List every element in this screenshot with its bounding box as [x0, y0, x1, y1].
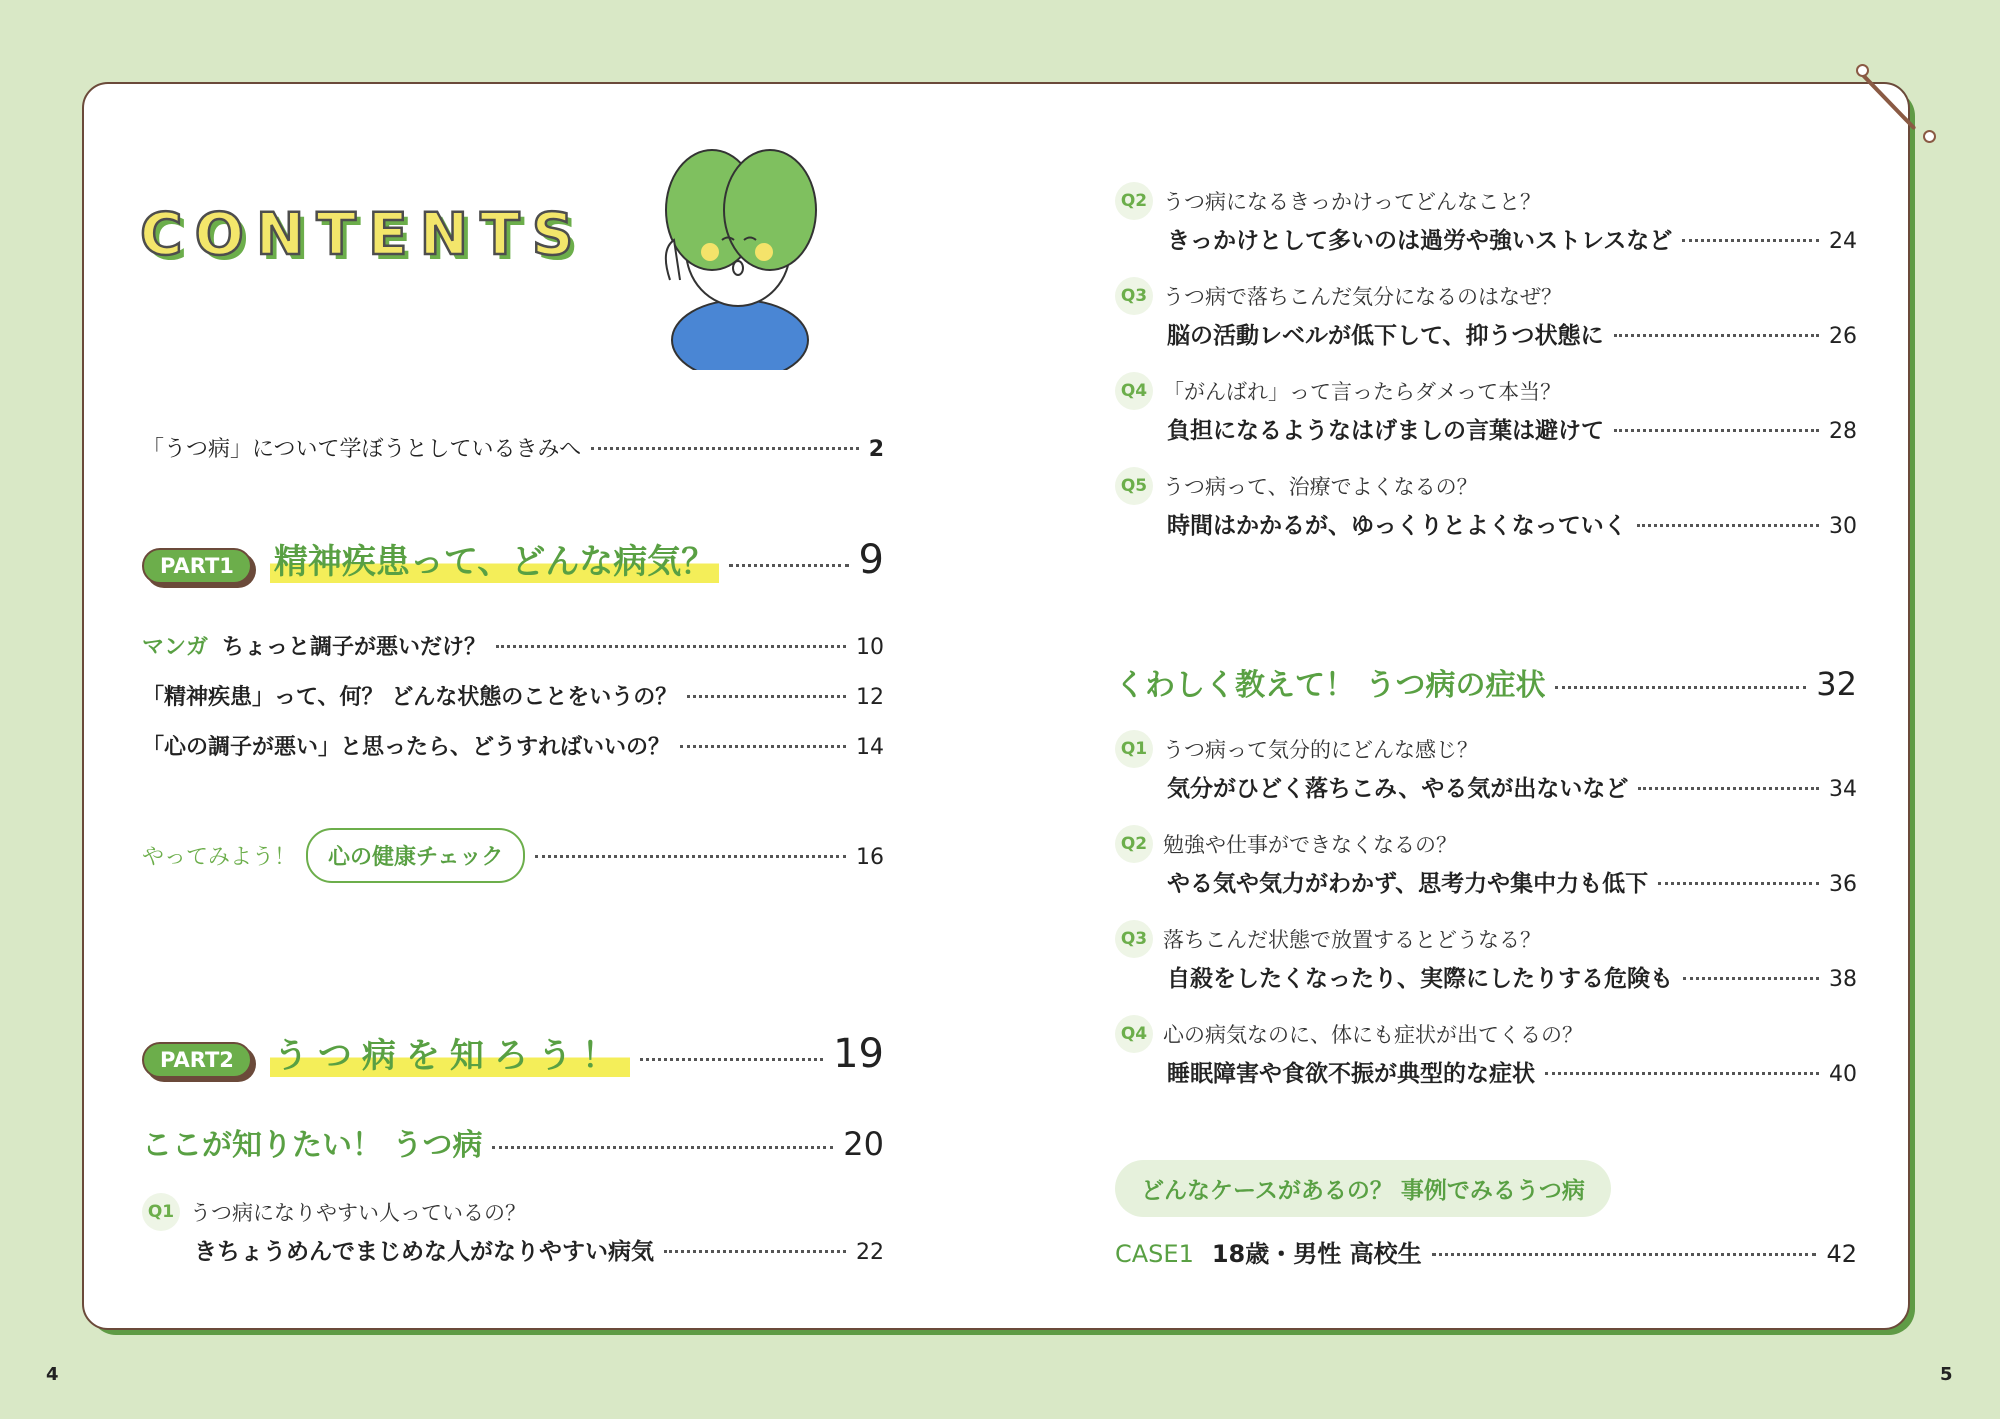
leader-dots: [1638, 787, 1819, 790]
part2-row[interactable]: [142, 1028, 884, 1078]
q-main: 脳の活動レベルが低下して、抑うつ状態に: [1167, 323, 1604, 349]
try-prefix: やってみよう！: [142, 845, 297, 870]
q-page: 24: [1829, 229, 1857, 254]
try-page: 16: [856, 845, 884, 870]
q-sub: 勉強や仕事ができなくなるの？: [1163, 833, 1457, 857]
q-page: 22: [856, 1240, 884, 1265]
q-page: 30: [1829, 514, 1857, 539]
leader-dots: [687, 695, 846, 698]
q-sub: 心の病気なのに、体にも症状が出てくるの？: [1163, 1023, 1583, 1047]
q-main: 気分がひどく落ちこみ、やる気が出ないなど: [1167, 776, 1629, 802]
part1-page: 9: [858, 537, 884, 583]
leader-dots: [1658, 882, 1819, 885]
part1-item-2-label: 「精神疾患」って、何？ どんな状態のことをいうの？: [142, 685, 678, 710]
q-page: 38: [1829, 967, 1857, 992]
case1-label: CASE1: [1115, 1240, 1194, 1268]
q-page: 26: [1829, 324, 1857, 349]
manga-prefix: マンガ: [142, 635, 209, 660]
q-main: きっかけとして多いのは過労や強いストレスなど: [1167, 228, 1673, 254]
leader-dots: [729, 564, 848, 567]
part1-item-3-label: 「心の調子が悪い」と思ったら、どうすればいいの？: [142, 735, 671, 760]
leader-dots: [1614, 334, 1819, 337]
leader-dots: [1545, 1072, 1819, 1075]
part2-page: 19: [833, 1031, 884, 1077]
part1-row[interactable]: [142, 534, 884, 584]
corner-pin-top: [1856, 64, 1869, 77]
right-q3[interactable]: [1115, 277, 1857, 350]
q-page: 40: [1829, 1062, 1857, 1087]
leader-dots: [680, 745, 846, 748]
right-q2[interactable]: [1115, 182, 1857, 255]
q-sub: うつ病になるきっかけってどんなこと？: [1163, 190, 1541, 214]
section2-page: 32: [1816, 665, 1857, 703]
leader-dots: [535, 855, 846, 858]
part1-try-row[interactable]: [142, 828, 884, 883]
q-page: 34: [1829, 777, 1857, 802]
leader-dots: [640, 1058, 823, 1061]
q-sub: 落ちこんだ状態で放置するとどうなる？: [1163, 928, 1541, 952]
q-sub: うつ病って、治療でよくなるの？: [1163, 475, 1478, 499]
leader-dots: [1555, 686, 1806, 689]
corner-pin-bottom: [1923, 130, 1936, 143]
part1-badge: PART1: [142, 548, 252, 584]
right-q4[interactable]: [1115, 372, 1857, 445]
q-badge: Q2: [1115, 182, 1153, 220]
q-sub: うつ病って気分的にどんな感じ？: [1163, 738, 1478, 762]
section2-q4[interactable]: [1115, 1015, 1857, 1088]
q-main: 負担になるようなはげましの言葉は避けて: [1167, 418, 1604, 444]
part1-item-manga[interactable]: [142, 630, 884, 661]
cases-pill[interactable]: どんなケースがあるの？ 事例でみるうつ病: [1115, 1160, 1611, 1217]
right-q5[interactable]: [1115, 467, 1857, 540]
leader-dots: [1682, 239, 1819, 242]
leader-dots: [1683, 977, 1819, 980]
page-number-left: 4: [46, 1364, 59, 1385]
q-sub: 「がんばれ」って言ったらダメって本当？: [1163, 380, 1562, 404]
part2-q1[interactable]: [142, 1193, 884, 1266]
section2-row[interactable]: [1115, 660, 1857, 704]
section1-row[interactable]: [142, 1120, 884, 1164]
q-badge: Q3: [1115, 920, 1153, 958]
leader-dots: [492, 1146, 833, 1149]
q-main: きちょうめんでまじめな人がなりやすい病気: [194, 1239, 654, 1265]
case1-text: 18歳・男性 高校生: [1211, 1240, 1422, 1268]
manga-page: 10: [856, 635, 884, 660]
q-badge: Q3: [1115, 277, 1153, 315]
section2-title: くわしく教えて！ うつ病の症状: [1115, 668, 1546, 703]
character-illustration: [640, 130, 820, 370]
part1-item-2-page: 12: [856, 685, 884, 710]
leader-dots: [664, 1250, 846, 1253]
leader-dots: [1614, 429, 1819, 432]
leader-dots: [591, 447, 859, 450]
q-badge: Q5: [1115, 467, 1153, 505]
page-number-right: 5: [1940, 1364, 1953, 1385]
case1-row[interactable]: [1115, 1234, 1857, 1269]
contents-title: CONTENTS: [140, 200, 586, 268]
q-badge: Q4: [1115, 1015, 1153, 1053]
part2-title: うつ病を知ろう！: [270, 1028, 630, 1077]
q-page: 36: [1829, 872, 1857, 897]
q-badge: Q1: [142, 1193, 180, 1231]
toc-intro-page: 2: [868, 437, 884, 462]
section2-q2[interactable]: [1115, 825, 1857, 898]
q-badge: Q2: [1115, 825, 1153, 863]
part1-item-3-page: 14: [856, 735, 884, 760]
q-main: 時間はかかるが、ゆっくりとよくなっていく: [1167, 513, 1627, 539]
section1-title: ここが知りたい！ うつ病: [142, 1128, 483, 1163]
q-sub: うつ病になりやすい人っているの？: [190, 1201, 526, 1225]
q-main: やる気や気力がわかず、思考力や集中力も低下: [1167, 871, 1649, 897]
section2-q1[interactable]: [1115, 730, 1857, 803]
leader-dots: [1637, 524, 1819, 527]
part1-title: 精神疾患って、どんな病気？: [270, 534, 719, 583]
try-label: 心の健康チェック: [306, 828, 525, 883]
section2-q3[interactable]: [1115, 920, 1857, 993]
part1-item-2[interactable]: [142, 680, 884, 711]
leader-dots: [496, 645, 846, 648]
q-page: 28: [1829, 419, 1857, 444]
part2-badge: PART2: [142, 1042, 252, 1078]
section1-page: 20: [843, 1125, 884, 1163]
part1-item-3[interactable]: [142, 730, 884, 761]
leader-dots: [1432, 1253, 1817, 1256]
manga-label: ちょっと調子が悪いだけ？: [222, 635, 487, 660]
q-main: 睡眠障害や食欲不振が典型的な症状: [1167, 1061, 1535, 1087]
q-main: 自殺をしたくなったり、実際にしたりする危険も: [1167, 966, 1673, 992]
toc-intro-row[interactable]: [142, 432, 884, 463]
q-sub: うつ病で落ちこんだ気分になるのはなぜ？: [1163, 285, 1562, 309]
q-badge: Q4: [1115, 372, 1153, 410]
case1-page: 42: [1826, 1240, 1857, 1268]
q-badge: Q1: [1115, 730, 1153, 768]
toc-intro-label: 「うつ病」について学ぼうとしているきみへ: [142, 437, 582, 462]
